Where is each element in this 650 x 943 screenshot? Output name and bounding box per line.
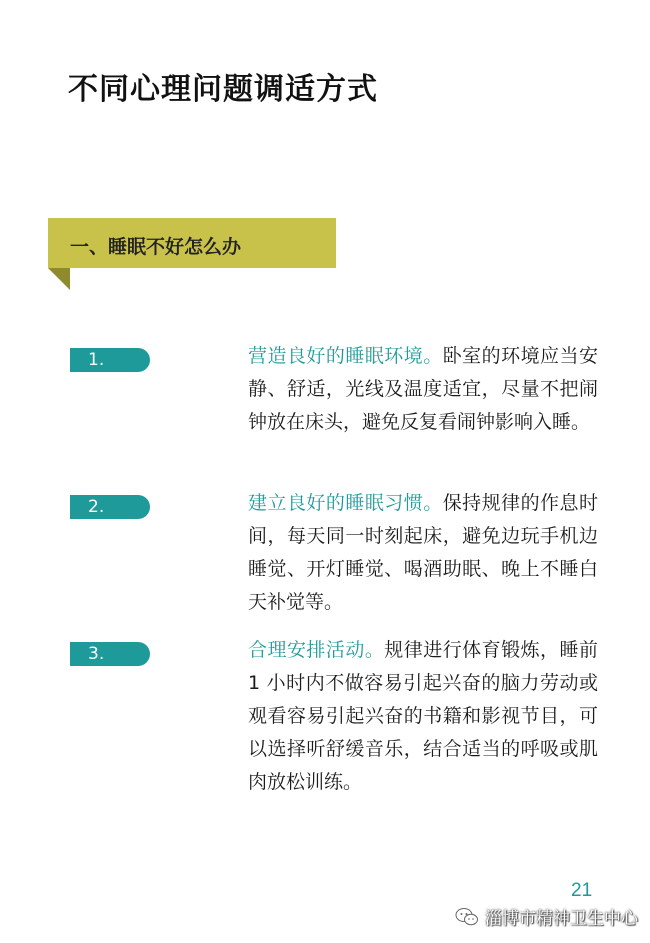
page-title: 不同心理问题调适方式 — [68, 72, 378, 107]
item-number-tab: 2. — [70, 495, 150, 519]
section-banner-fold — [48, 268, 70, 290]
watermark-text: 淄博市精神卫生中心 — [485, 909, 638, 929]
page-number: 21 — [571, 880, 593, 901]
item-heading: 建立良好的睡眠习惯。 — [248, 492, 443, 514]
list-item — [248, 340, 598, 439]
watermark — [455, 904, 638, 929]
list-item — [248, 487, 598, 619]
item-number-tab: 1. — [70, 348, 150, 372]
item-body: 规律进行体育锻炼，睡前 1 小时内不做容易引起兴奋的脑力劳动或观看容易引起兴奋的书籍和影视节目，可以选择听舒缓音乐，结合适当的呼吸或肌肉放松训练。 — [248, 639, 598, 793]
wechat-icon — [455, 907, 479, 927]
item-heading: 合理安排活动。 — [248, 639, 385, 661]
item-number-tab: 3. — [70, 642, 150, 666]
section-title: 一、睡眠不好怎么办 — [70, 236, 242, 258]
item-heading: 营造良好的睡眠环境。 — [248, 345, 443, 367]
item-body: 保持规律的作息时间，每天同一时刻起床，避免边玩手机边睡觉、开灯睡觉、喝酒助眠、晚上不睡白天补觉等。 — [248, 492, 598, 613]
list-item — [248, 634, 598, 799]
item-body: 卧室的环境应当安静、舒适，光线及温度适宜，尽量不把闹钟放在床头，避免反复看闹钟影响入睡。 — [248, 345, 598, 433]
